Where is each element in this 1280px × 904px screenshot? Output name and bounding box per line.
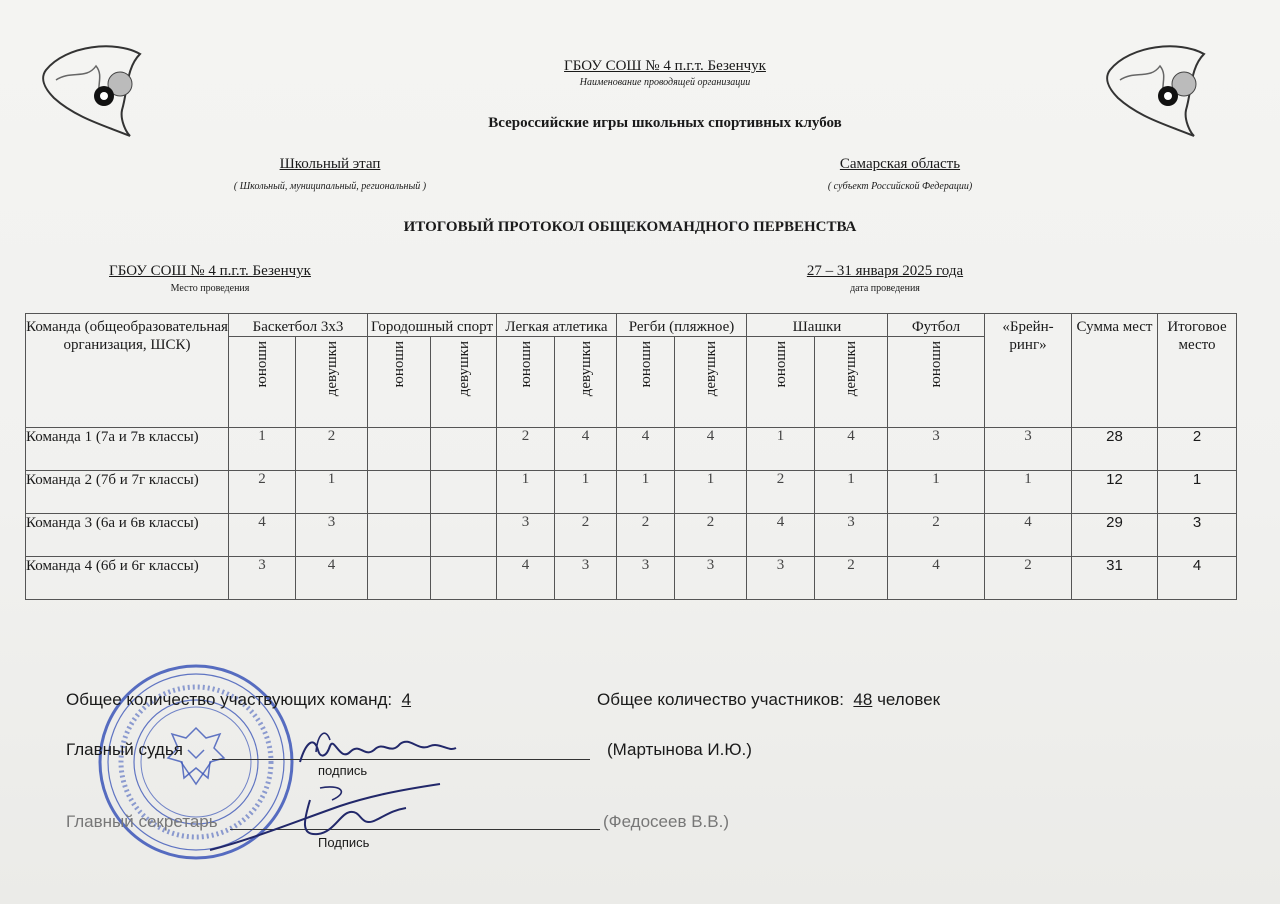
place-cell: 3 [497, 514, 555, 557]
place-cell: 1 [229, 428, 296, 471]
organization-caption: Наименование проводящей организации [579, 77, 751, 88]
place-cell [368, 514, 431, 557]
header-sport-football: Футбол [888, 314, 985, 337]
place-cell: 3 [888, 428, 985, 471]
place-cell: 3 [296, 514, 368, 557]
participants-total: Общее количество участников: 48 человек [597, 690, 941, 709]
place-cell: 3 [675, 557, 747, 600]
team-name: Команда 1 (7а и 7в классы) [26, 428, 229, 471]
place-cell: 1 [815, 471, 888, 514]
subheader-girls: девушки [815, 337, 888, 428]
place-cell [431, 514, 497, 557]
venue: ГБОУ СОШ № 4 п.г.т. Безенчук [109, 263, 311, 279]
place-cell [431, 557, 497, 600]
header-sport-brain-ring: «Брейн-ринг» [985, 314, 1072, 428]
place-cell: 4 [296, 557, 368, 600]
place-cell: 4 [888, 557, 985, 600]
final-place-cell: 4 [1158, 557, 1237, 600]
secretary-label: Главный секретарь [66, 812, 218, 831]
place-cell: 1 [747, 428, 815, 471]
place-cell: 1 [985, 471, 1072, 514]
place-cell: 1 [296, 471, 368, 514]
event-title: Всероссийские игры школьных спортивных клубов [488, 115, 842, 131]
secretary-signature [200, 770, 460, 860]
table-row [26, 514, 1237, 557]
header-sport-checkers: Шашки [747, 314, 888, 337]
place-cell: 3 [229, 557, 296, 600]
place-cell: 2 [497, 428, 555, 471]
signature-caption-judge: подпись [318, 763, 368, 778]
place-cell: 3 [555, 557, 617, 600]
place-cell: 2 [888, 514, 985, 557]
results-table [25, 313, 1237, 600]
header-place: Итоговое место [1158, 314, 1237, 428]
team-name: Команда 3 (6а и 6в классы) [26, 514, 229, 557]
header-team: Команда (общеобразовательная организация, ШСК) [26, 314, 229, 428]
sum-cell: 12 [1072, 471, 1158, 514]
stage: Школьный этап [279, 156, 381, 172]
place-cell [368, 557, 431, 600]
sum-cell: 29 [1072, 514, 1158, 557]
place-cell: 4 [497, 557, 555, 600]
final-place-cell: 1 [1158, 471, 1237, 514]
header-sport-gorodki: Городошный спорт [368, 314, 497, 337]
teams-count: 4 [401, 690, 412, 709]
final-place-cell: 3 [1158, 514, 1237, 557]
table-row [26, 557, 1237, 600]
place-cell: 4 [675, 428, 747, 471]
teams-total: Общее количество участвующих команд: 4 [66, 690, 412, 709]
stage-caption: ( Школьный, муниципальный, региональный ) [233, 181, 427, 192]
final-place-cell: 2 [1158, 428, 1237, 471]
participants-count: 48 [853, 690, 873, 709]
judge-name: (Мартынова И.Ю.) [607, 740, 752, 759]
subheader-girls: девушки [296, 337, 368, 428]
sum-cell: 31 [1072, 557, 1158, 600]
subheader-boys: юноши [229, 337, 296, 428]
table-row [26, 428, 1237, 471]
judge-label: Главный судья [66, 740, 183, 759]
place-cell: 1 [555, 471, 617, 514]
subheader-boys: юноши [747, 337, 815, 428]
region: Самарская область [839, 156, 961, 172]
subheader-boys: юноши [617, 337, 675, 428]
subheader-girls: девушки [431, 337, 497, 428]
place-cell: 3 [985, 428, 1072, 471]
place-cell: 2 [296, 428, 368, 471]
secretary-name: (Федосеев В.В.) [603, 812, 729, 831]
place-cell: 1 [675, 471, 747, 514]
header-sport-basketball: Баскетбол 3х3 [229, 314, 368, 337]
place-cell: 4 [747, 514, 815, 557]
place-cell: 2 [675, 514, 747, 557]
header-sport-athletics: Легкая атлетика [497, 314, 617, 337]
venue-caption: Место проведения [170, 283, 250, 294]
place-cell: 1 [888, 471, 985, 514]
place-cell: 2 [985, 557, 1072, 600]
place-cell: 2 [555, 514, 617, 557]
place-cell: 3 [815, 514, 888, 557]
team-name: Команда 4 (6б и 6г классы) [26, 557, 229, 600]
subheader-boys: юноши [497, 337, 555, 428]
header-sum: Сумма мест [1072, 314, 1158, 428]
place-cell: 4 [555, 428, 617, 471]
place-cell: 2 [229, 471, 296, 514]
club-logo-right [1100, 40, 1220, 140]
protocol-title: ИТОГОВЫЙ ПРОТОКОЛ ОБЩЕКОМАНДНОГО ПЕРВЕНСТВА [403, 219, 857, 235]
table-row [26, 471, 1237, 514]
place-cell: 2 [747, 471, 815, 514]
place-cell: 4 [985, 514, 1072, 557]
place-cell: 4 [815, 428, 888, 471]
organization-name: ГБОУ СОШ № 4 п.г.т. Безенчук [564, 58, 766, 74]
subheader-girls: девушки [675, 337, 747, 428]
subheader-boys: юноши [368, 337, 431, 428]
header-sport-rugby: Регби (пляжное) [617, 314, 747, 337]
place-cell [368, 428, 431, 471]
place-cell [431, 428, 497, 471]
subheader-girls: девушки [555, 337, 617, 428]
place-cell: 1 [617, 471, 675, 514]
place-cell [431, 471, 497, 514]
region-caption: ( субъект Российской Федерации) [827, 181, 973, 192]
place-cell: 3 [617, 557, 675, 600]
sum-cell: 28 [1072, 428, 1158, 471]
place-cell: 4 [617, 428, 675, 471]
place-cell: 4 [229, 514, 296, 557]
place-cell: 2 [617, 514, 675, 557]
place-cell [368, 471, 431, 514]
place-cell: 1 [497, 471, 555, 514]
team-name: Команда 2 (7б и 7г классы) [26, 471, 229, 514]
place-cell: 3 [747, 557, 815, 600]
signature-caption-secretary: Подпись [318, 835, 370, 850]
subheader-boys: юноши [888, 337, 985, 428]
club-logo-left [36, 40, 156, 140]
dates: 27 – 31 января 2025 года [806, 263, 964, 279]
dates-caption: дата проведения [850, 283, 920, 294]
place-cell: 2 [815, 557, 888, 600]
